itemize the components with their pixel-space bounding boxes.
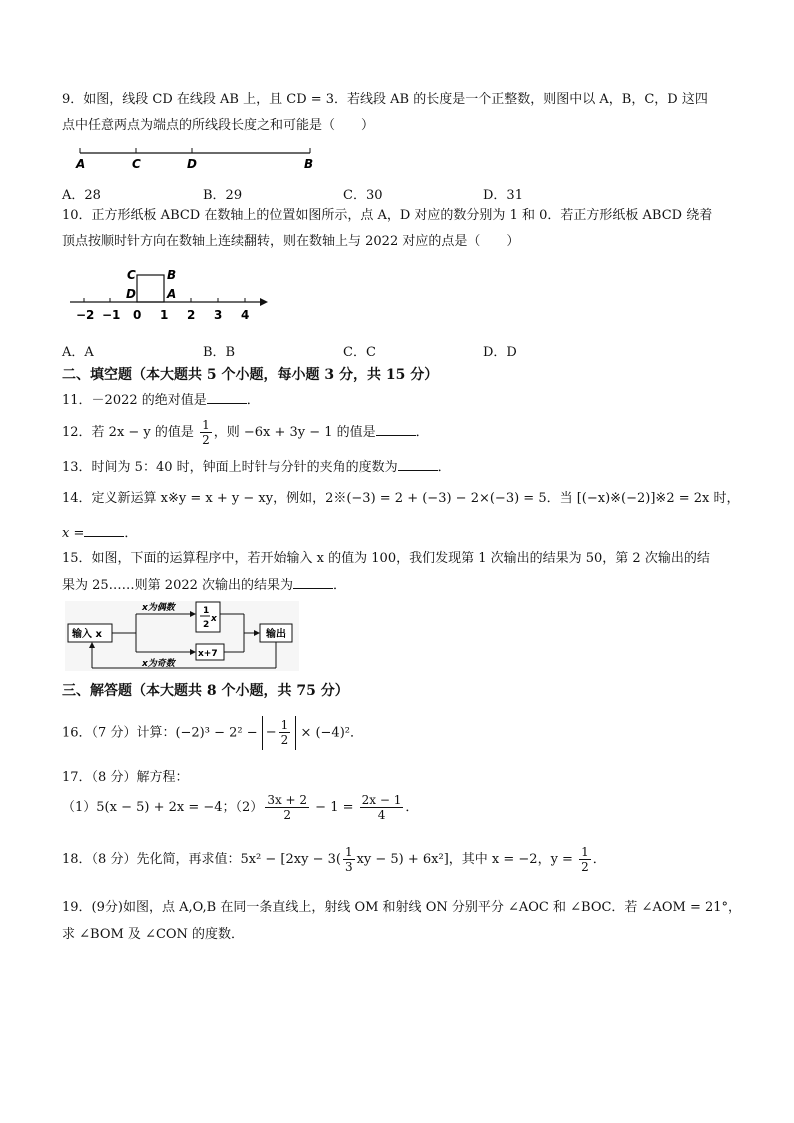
q15-answer-blank xyxy=(293,576,333,589)
q18-pre: 18．（8 分）先化简，再求值：5x² − [2xy − 3( xyxy=(62,852,341,867)
q10-label-b: B xyxy=(167,268,177,282)
q18 xyxy=(62,840,606,880)
q15-line1: 15．如图，下面的运算程序中，若开始输入 x 的值为 100，我们发现第 1 次输出的结果为 50，第 2 次输出的结 xyxy=(62,551,710,566)
q14-line2 xyxy=(62,524,137,543)
q9-label-d: D xyxy=(187,157,197,171)
q16 xyxy=(62,716,363,751)
q10-tick-4: 4 xyxy=(241,308,250,322)
q9-label-b: B xyxy=(304,157,314,171)
q14-end: ． xyxy=(124,526,138,541)
q9-line1: 9．如图，线段 CD 在线段 AB 上，且 CD = 3．若线段 AB 的长度是一个正整数，则图中以 A，B，C，D 这四 xyxy=(62,92,708,107)
q9-option-c: C．30 xyxy=(343,188,383,203)
q13-text: 13．时间为 5：40 时，钟面上时针与分针的夹角的度数为 xyxy=(62,460,398,475)
q17-fraction-1 xyxy=(265,793,309,822)
q13-answer-blank xyxy=(398,458,438,471)
q12-answer-blank xyxy=(376,423,416,436)
flow-half-den: 2 xyxy=(203,620,210,630)
section-2-heading: 二、填空题（本大题共 5 个小题，每小题 3 分，共 15 分） xyxy=(62,367,439,383)
q9-label-a: A xyxy=(76,157,86,171)
q11-text: 11．－2022 的绝对值是 xyxy=(62,393,207,408)
q9-segment-figure xyxy=(70,146,330,174)
q11-end: ． xyxy=(246,393,260,408)
q17-end: ． xyxy=(405,800,419,815)
q17-title: 17．（8 分）解方程： xyxy=(62,770,189,785)
q16-neg: − xyxy=(265,725,277,740)
q10-label-d: D xyxy=(126,287,136,301)
q15-flowchart xyxy=(64,600,300,672)
flow-input-label: 输入 x xyxy=(72,629,102,640)
q17-f1-den: 2 xyxy=(283,808,291,822)
q19-line1: 19．(9分)如图，点 A,O,B 在同一条直线上，射线 OM 和射线 ON 分别平分 ∠AOC 和 ∠BOC．若 ∠AOM = 21°， xyxy=(62,900,742,915)
q15-line2 xyxy=(62,576,346,595)
flow-half-num: 1 xyxy=(203,606,210,616)
q14-line1: 14．定义新运算 x※y = x + y − xy，例如，2※(−3) = 2 + (−3) − 2×(−3) = 5．当 [(−x)※(−2)]※2 = 2x 时， xyxy=(62,491,740,506)
q17-mid: − 1 = xyxy=(311,800,358,815)
q18-frac-num: 1 xyxy=(344,845,353,859)
q9-line2: 点中任意两点为端点的所线段长度之和可能是（ ） xyxy=(62,118,375,133)
q10-tick-m2: −2 xyxy=(76,308,95,322)
q10-option-b: B．B xyxy=(203,345,236,360)
q18-end: ． xyxy=(592,852,606,867)
q17-f2-den: 4 xyxy=(377,808,386,822)
q12-frac-num: 1 xyxy=(202,418,210,432)
q15-line2-text: 果为 25……则第 2022 次输出的结果为 xyxy=(62,578,294,593)
q18-fraction xyxy=(343,845,355,874)
q10-line1: 10．正方形纸板 ABCD 在数轴上的位置如图所示，点 A，D 对应的数分别为 1 和 0．若正方形纸板 ABCD 绕着 xyxy=(62,208,713,223)
q17-part1: （1）5(x − 5) + 2x = −4；（2） xyxy=(62,800,264,815)
q9-label-c: C xyxy=(132,157,141,171)
q10-number-line-figure xyxy=(64,264,274,326)
q15-end: ． xyxy=(333,578,347,593)
q17-f2-num: 2x − 1 xyxy=(361,793,402,807)
q10-line2: 顶点按顺时针方向在数轴上连续翻转，则在数轴上与 2022 对应的点是（ ） xyxy=(62,234,520,249)
q10-option-a: A．A xyxy=(62,345,94,360)
q10-tick-0: 0 xyxy=(133,308,142,322)
q16-frac-den: 2 xyxy=(280,733,289,747)
q10-tick-2: 2 xyxy=(187,308,196,322)
q12-fraction xyxy=(200,418,212,447)
q18-y-fraction xyxy=(579,845,591,874)
q10-option-d: D．D xyxy=(483,345,517,360)
q19-line2: 求 ∠BOM 及 ∠CON 的度数． xyxy=(62,927,245,942)
flow-output-label: 输出 xyxy=(266,629,286,640)
q14-answer-blank xyxy=(84,524,124,537)
q10-square xyxy=(137,275,164,302)
q18-y-den: 2 xyxy=(581,860,589,874)
q16-post: × (−4)²． xyxy=(296,725,363,741)
q10-tick-1: 1 xyxy=(160,308,169,322)
q18-post: xy − 5) + 6x²]，其中 x = −2，y = xyxy=(356,852,573,867)
q11-answer-blank xyxy=(207,391,247,404)
q12-frac-den: 2 xyxy=(202,433,210,447)
q12-pre: 12．若 2x − y 的值是 xyxy=(62,425,194,440)
q16-pre: 16．（7 分）计算：(−2)³ − 2² − xyxy=(62,725,262,741)
q9-option-b: B．29 xyxy=(203,188,243,203)
section-3-heading: 三、解答题（本大题共 8 个小题，共 75 分） xyxy=(62,683,349,699)
q10-tick-3: 3 xyxy=(214,308,223,322)
q9-option-a: A．28 xyxy=(62,188,101,203)
q12-post: ，则 −6x + 3y − 1 的值是 xyxy=(213,425,376,440)
q17-f1-num: 3x + 2 xyxy=(267,793,308,807)
q17-equations xyxy=(62,790,418,826)
flow-plus-label: x+7 xyxy=(198,649,218,659)
q16-frac-num: 1 xyxy=(280,718,289,732)
q10-option-c: C．C xyxy=(343,345,376,360)
q18-y-num: 1 xyxy=(581,845,589,859)
q9-option-d: D．31 xyxy=(483,188,523,203)
flow-odd-label: x为奇数 xyxy=(142,659,175,669)
q13-end: ． xyxy=(437,460,451,475)
flow-half-var: x xyxy=(211,614,217,624)
q10-label-c: C xyxy=(127,268,136,282)
q16-fraction xyxy=(279,718,291,747)
q16-abs xyxy=(262,716,297,750)
q13 xyxy=(62,458,451,477)
q10-label-a: A xyxy=(167,287,177,301)
q12-end: ． xyxy=(415,425,429,440)
q17-fraction-2 xyxy=(360,793,404,822)
flow-even-label: x为偶数 xyxy=(142,603,175,613)
q14-x-eq: x = xyxy=(62,526,85,541)
q10-tick-m1: −1 xyxy=(102,308,121,322)
q12 xyxy=(62,418,429,448)
q18-frac-den: 3 xyxy=(344,860,353,874)
q11 xyxy=(62,391,260,410)
